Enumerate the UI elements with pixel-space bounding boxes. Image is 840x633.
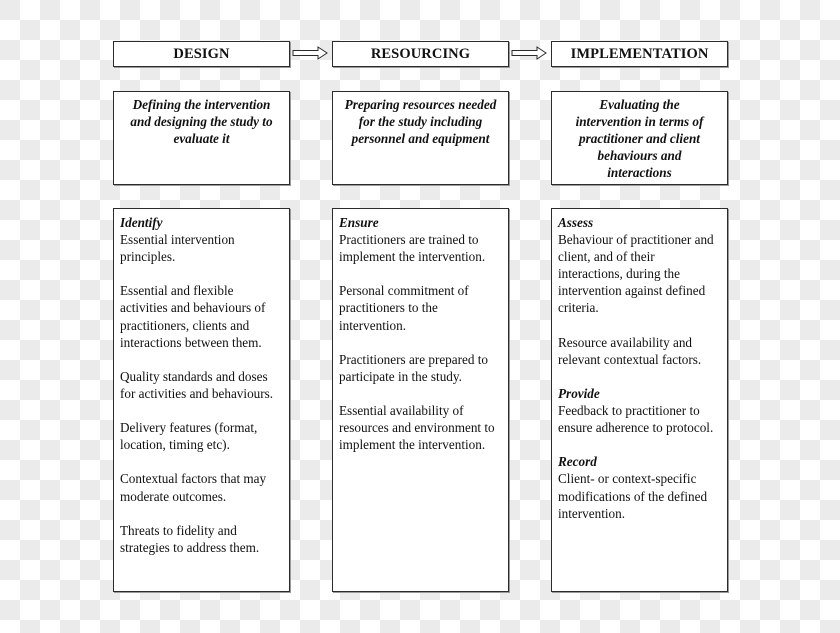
list-item: Essential availability of resources and environment to implement the intervention.	[339, 403, 495, 453]
list-item: Essential and flexible activities and behaviours of practitioners, clients and interactions between them.	[120, 283, 266, 350]
stage-implementation-header	[551, 41, 728, 67]
stage-resourcing-header	[332, 41, 509, 67]
arrow-right-icon	[292, 46, 328, 60]
stage-design-subtitle-box	[113, 91, 290, 185]
list-item: Personal commitment of practitioners to the intervention.	[339, 283, 469, 333]
section-heading-record: Record	[558, 454, 597, 470]
section-heading-ensure: Ensure	[339, 215, 379, 230]
list-item: Quality standards and doses for activities and behaviours.	[120, 368, 274, 401]
stage-implementation-subtitle-box	[551, 91, 728, 185]
list-item: Threats to fidelity and strategies to address them.	[120, 522, 260, 555]
stage-design-title: DESIGN	[173, 45, 230, 62]
stage-resourcing-details	[332, 208, 509, 592]
stage-implementation-details	[551, 208, 728, 592]
stage-design-subtitle: Defining the intervention and designing the study to evaluate it	[130, 97, 273, 146]
list-item: Practitioners are trained to implement the intervention.	[339, 232, 486, 265]
list-item: Essential intervention principles.	[120, 232, 235, 265]
stage-design-details	[113, 208, 290, 592]
list-item: Behaviour of practitioner and client, and of their interactions, during the intervention against defined criteria.	[558, 232, 714, 316]
list-item: Resource availability and relevant contextual factors.	[558, 334, 702, 367]
list-item: Client- or context-specific modifications of the defined intervention.	[558, 471, 708, 521]
stage-resourcing-subtitle-box	[332, 91, 509, 185]
section-heading-identify: Identify	[120, 215, 163, 230]
list-item: Contextual factors that may moderate outcomes.	[120, 471, 267, 504]
stage-design-header	[113, 41, 290, 67]
stage-implementation-subtitle: Evaluating the intervention in terms of practitioner and client behaviours and interactions	[575, 97, 704, 180]
list-item: Feedback to practitioner to ensure adherence to protocol.	[558, 403, 714, 436]
arrow-right-icon	[511, 46, 547, 60]
section-heading-provide: Provide	[558, 385, 600, 401]
list-item: Practitioners are prepared to participate in the study.	[339, 351, 489, 384]
stage-implementation-title: IMPLEMENTATION	[570, 45, 709, 62]
list-item: Delivery features (format, location, timing etc).	[120, 420, 258, 453]
stage-resourcing-subtitle: Preparing resources needed for the study including personnel and equipment	[344, 97, 497, 146]
section-heading-assess: Assess	[558, 215, 594, 230]
stage-resourcing-title: RESOURCING	[370, 45, 471, 62]
